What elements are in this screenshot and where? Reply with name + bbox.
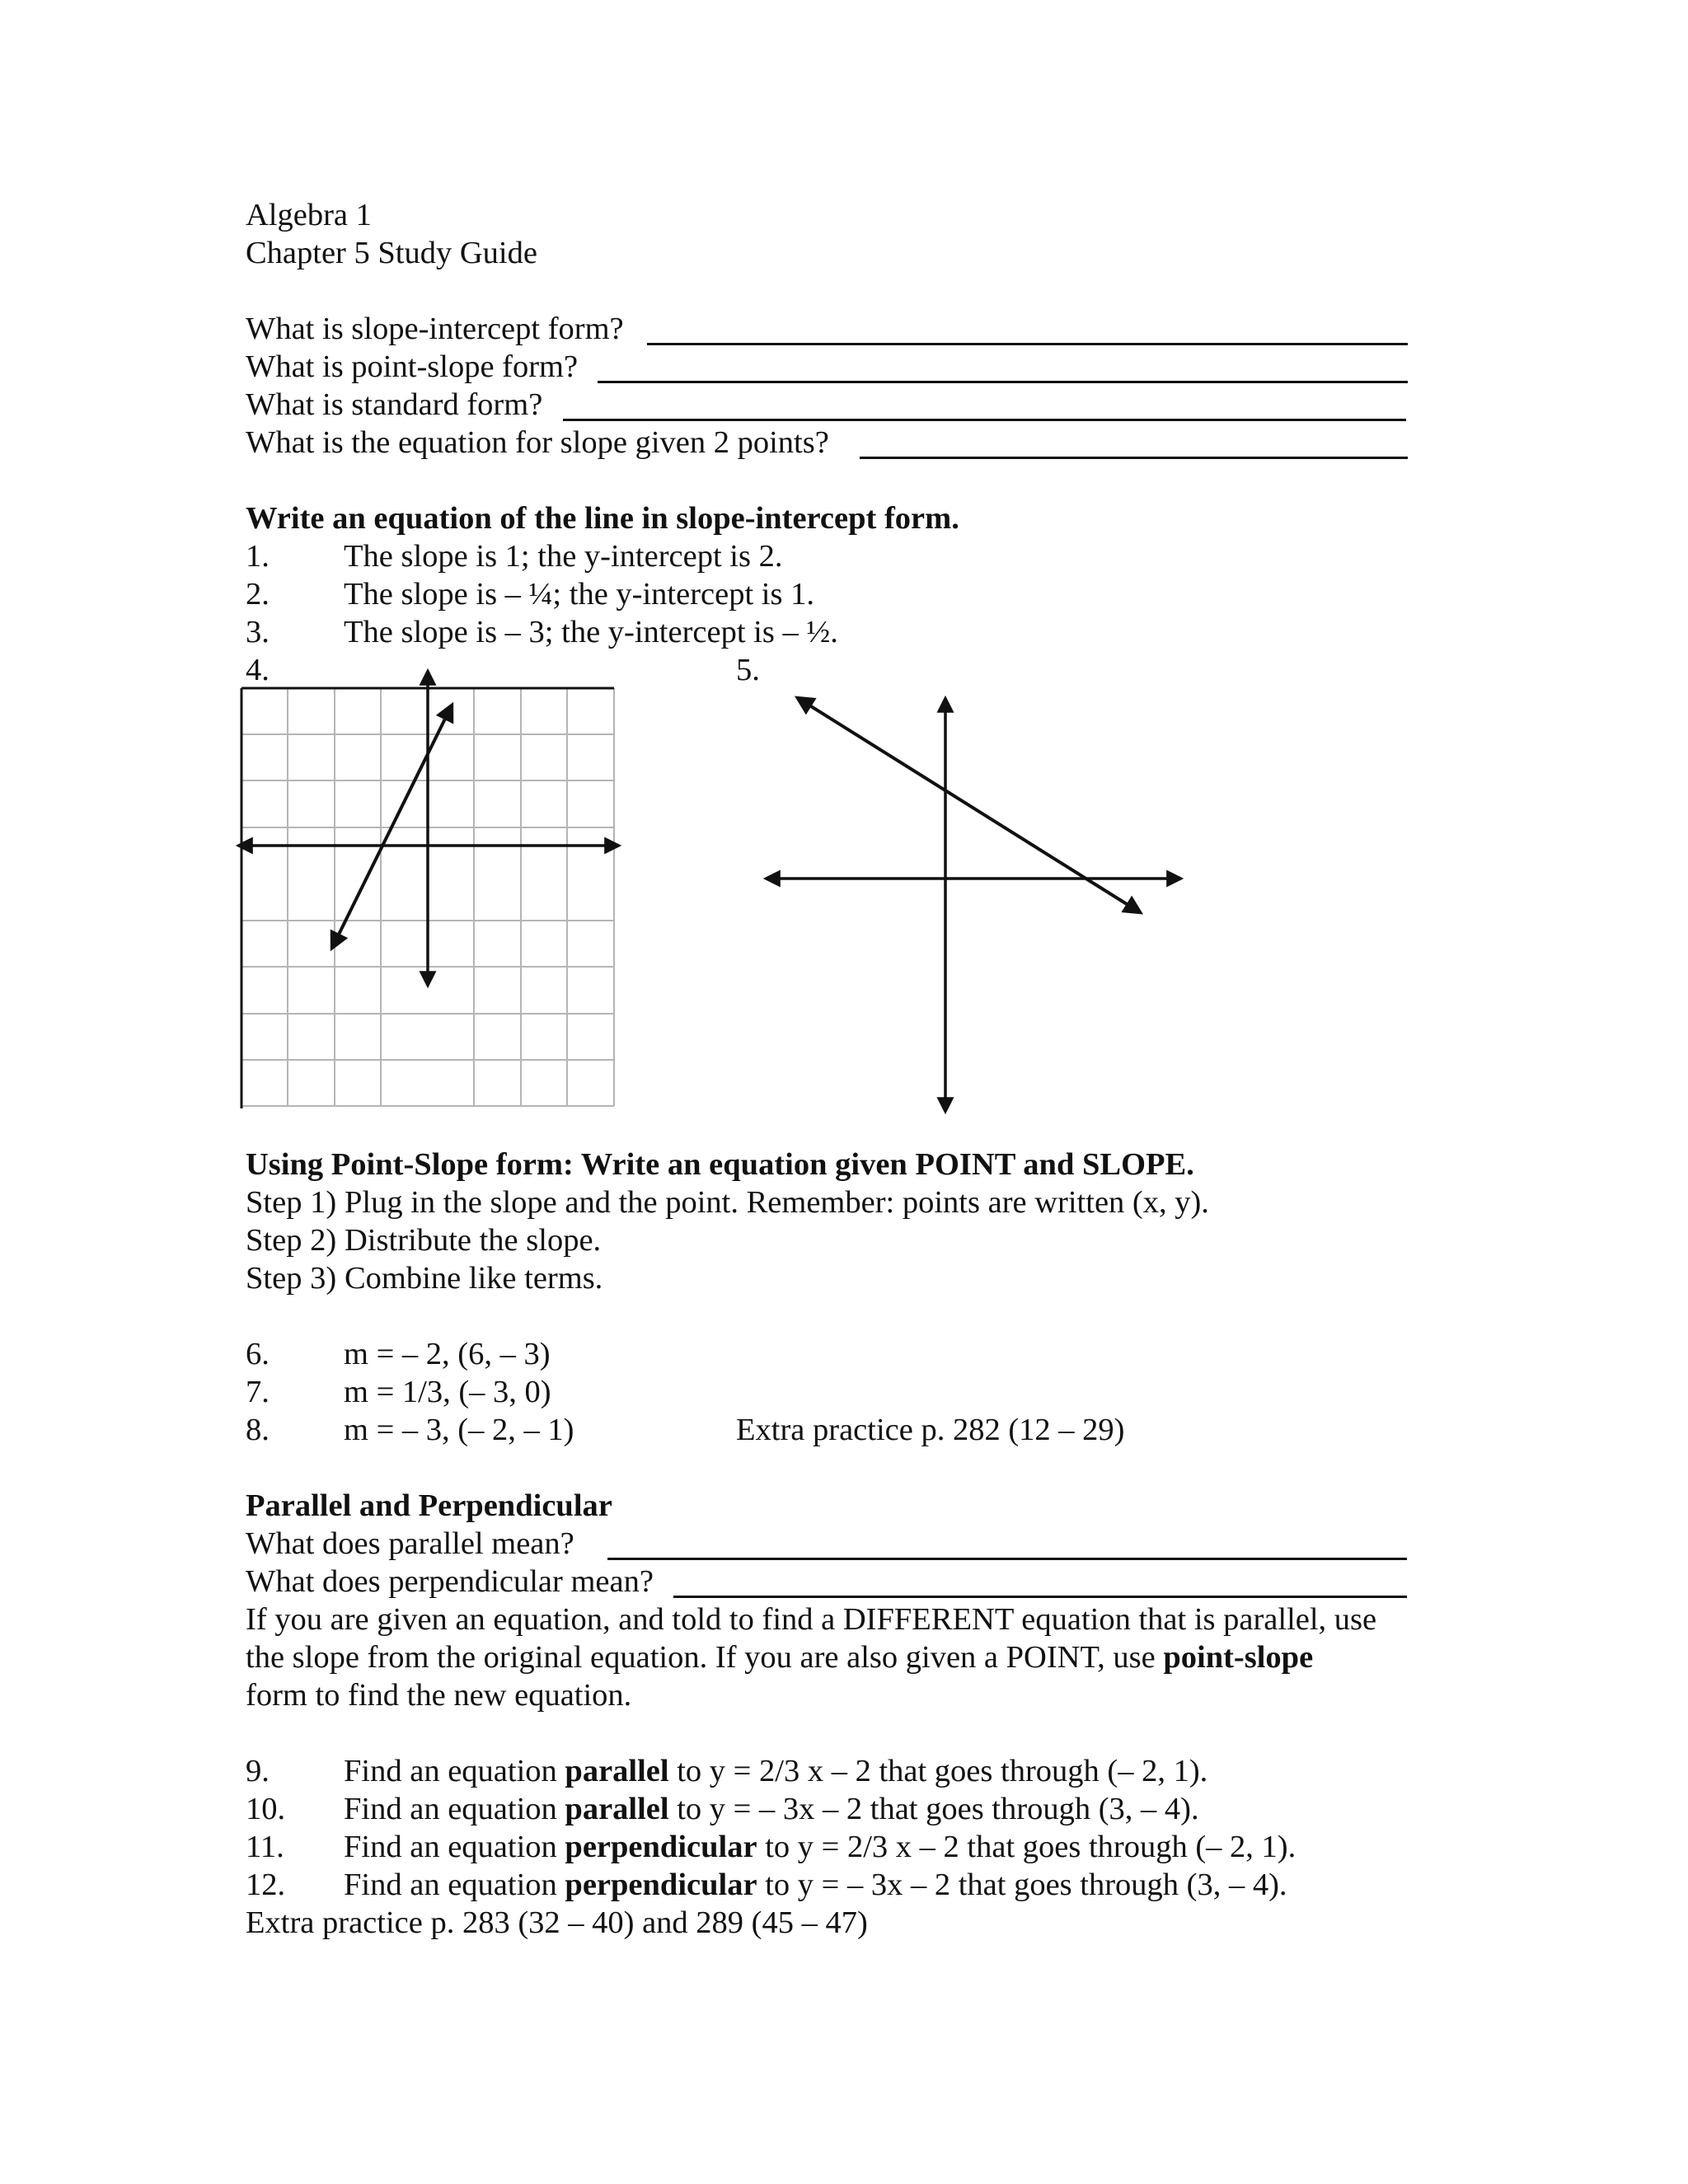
item-text: m = 1/3, (– 3, 0): [344, 1375, 551, 1409]
item-number: 2.: [246, 577, 270, 612]
answer-blank-slope-intercept[interactable]: [647, 343, 1408, 345]
question-slope-intercept: What is slope-intercept form?: [246, 312, 624, 346]
step-text: Plug in the slope and the point. Remember: points are written (x, y).: [345, 1185, 1209, 1220]
extra-practice-note: Extra practice p. 282 (12 – 29): [736, 1413, 1125, 1447]
item-text-post: to y = – 3x – 2 that goes through (3, – 4).: [668, 1792, 1199, 1826]
answer-blank-parallel[interactable]: [607, 1558, 1407, 1560]
paragraph-line: [246, 1638, 1313, 1676]
item-text: The slope is – ¼; the y-intercept is 1.: [344, 577, 814, 612]
question-slope-equation: What is the equation for slope given 2 points?: [246, 425, 829, 460]
graph-4-line: [332, 705, 452, 948]
item-text-bold: perpendicular: [565, 1830, 757, 1864]
item-number: 6.: [246, 1337, 270, 1371]
question-perpendicular: What does perpendicular mean?: [246, 1564, 654, 1599]
item-text: [344, 1790, 1199, 1828]
item-text-post: to y = 2/3 x – 2 that goes through (– 2, 1).: [757, 1830, 1296, 1864]
item-text-post: to y = – 3x – 2 that goes through (3, – 4).: [757, 1868, 1287, 1902]
item-text-pre: Find an equation: [344, 1830, 565, 1864]
question-parallel: What does parallel mean?: [246, 1526, 574, 1561]
item-number: 10.: [246, 1792, 286, 1826]
graph-5-number: 5.: [736, 653, 760, 687]
paragraph-text: the slope from the original equation. If you are also given a POINT, use: [246, 1640, 1164, 1675]
item-text-bold: perpendicular: [565, 1868, 757, 1902]
item-text: The slope is 1; the y-intercept is 2.: [344, 539, 783, 574]
item-number: 11.: [246, 1830, 284, 1864]
item-text: m = – 3, (– 2, – 1): [344, 1413, 574, 1447]
section-heading-slope-intercept: Write an equation of the line in slope-intercept form.: [246, 501, 959, 536]
page-title: Chapter 5 Study Guide: [246, 236, 537, 270]
item-number: 8.: [246, 1413, 270, 1447]
answer-blank-point-slope[interactable]: [598, 381, 1408, 383]
grid-lines: [241, 688, 614, 1106]
item-text-bold: parallel: [565, 1754, 669, 1788]
paragraph-emphasis: point-slope: [1163, 1640, 1314, 1675]
item-text: [344, 1866, 1287, 1904]
item-text-pre: Find an equation: [344, 1868, 565, 1902]
graph-4-number: 4.: [246, 653, 270, 687]
section-heading-parallel-perpendicular: Parallel and Perpendicular: [246, 1488, 612, 1523]
item-number: 9.: [246, 1754, 270, 1788]
answer-blank-slope-equation[interactable]: [860, 457, 1408, 459]
answer-blank-standard-form[interactable]: [563, 419, 1406, 421]
section-heading-point-slope: Using Point-Slope form: Write an equation given POINT and SLOPE.: [246, 1147, 1194, 1182]
item-text-post: to y = 2/3 x – 2 that goes through (– 2, 1).: [668, 1754, 1208, 1788]
step-text: Distribute the slope.: [345, 1223, 602, 1258]
step-text: Combine like terms.: [345, 1261, 603, 1296]
item-text-pre: Find an equation: [344, 1792, 565, 1826]
course-title: Algebra 1: [246, 198, 372, 232]
item-number: 12.: [246, 1868, 286, 1902]
item-text: [344, 1828, 1296, 1866]
item-number: 1.: [246, 539, 270, 574]
item-text-pre: Find an equation: [344, 1754, 565, 1788]
paragraph-line: If you are given an equation, and told to find a DIFFERENT equation that is parallel, use: [246, 1602, 1377, 1637]
graph-5-line: [798, 698, 1140, 912]
step-label: Step 3): [246, 1261, 337, 1296]
step-label: Step 1): [246, 1185, 337, 1220]
paragraph-line: form to find the new equation.: [246, 1678, 632, 1713]
item-text: The slope is – 3; the y-intercept is – ½.: [344, 615, 838, 649]
step-label: Step 2): [246, 1223, 337, 1258]
item-text: [344, 1752, 1207, 1790]
item-text-bold: parallel: [565, 1792, 669, 1826]
item-text: m = – 2, (6, – 3): [344, 1337, 551, 1371]
extra-practice-note: Extra practice p. 283 (32 – 40) and 289 (45 – 47): [246, 1905, 868, 1940]
answer-blank-perpendicular[interactable]: [673, 1596, 1407, 1598]
question-point-slope: What is point-slope form?: [246, 349, 579, 384]
item-number: 3.: [246, 615, 270, 649]
item-number: 7.: [246, 1375, 270, 1409]
question-standard-form: What is standard form?: [246, 387, 543, 422]
